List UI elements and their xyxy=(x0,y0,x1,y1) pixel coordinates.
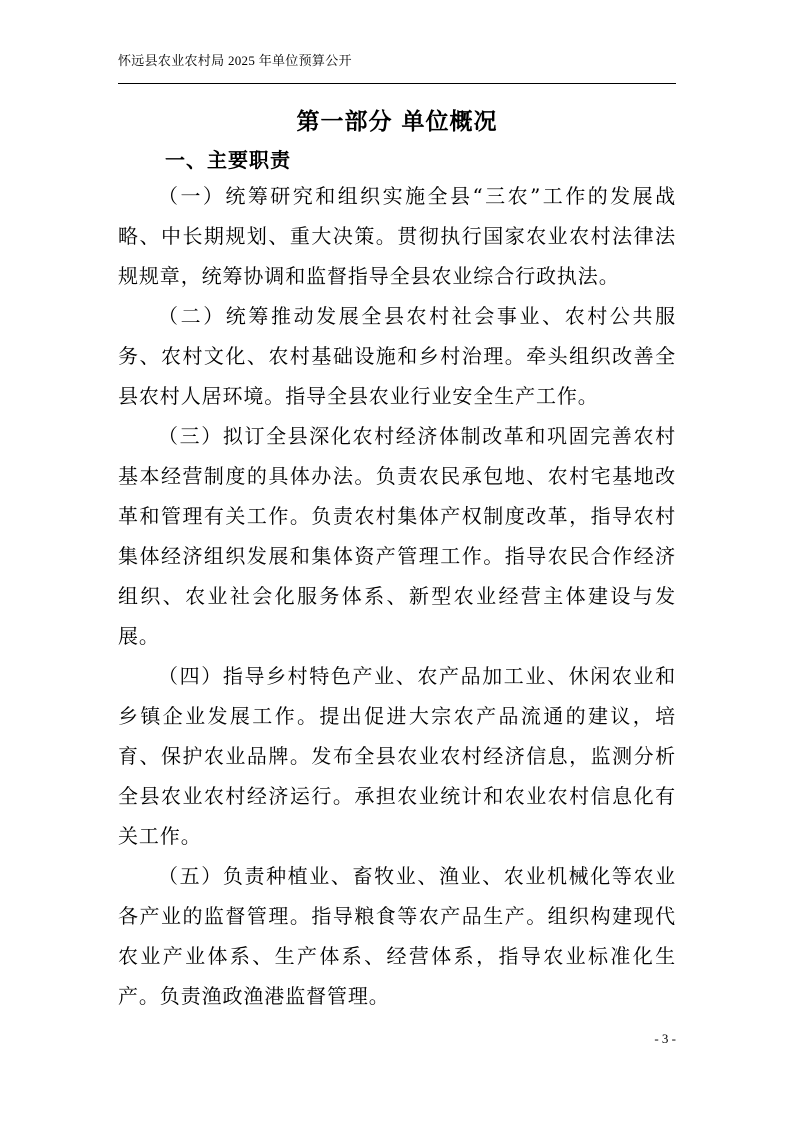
paragraph-1: （一）统筹研究和组织实施全县“三农”工作的发展战略、中长期规划、重大决策。贯彻执行国家农业农村法律法规规章，统筹协调和监督指导全县农业综合行政执法。 xyxy=(118,184,676,288)
page-header: 怀远县农业农村局 2025 年单位预算公开 xyxy=(118,53,352,68)
paragraph-3: （三）拟订全县深化农村经济体制改革和巩固完善农村基本经营制度的具体办法。负责农民承包地、农村宅基地改革和管理有关工作。负责农村集体产权制度改革，指导农村集体经济组织发展和集体资产管理工作。指导农民合作经济组织、农业社会化服务体系、新型农业经营主体建设与发展。 xyxy=(118,424,676,648)
section-heading: 一、主要职责 xyxy=(165,148,291,172)
body-text xyxy=(118,176,676,1016)
part-title: 第一部分 单位概况 xyxy=(296,109,498,135)
paragraph-4: （四）指导乡村特色产业、农产品加工业、休闲农业和乡镇企业发展工作。提出促进大宗农产品流通的建议，培育、保护农业品牌。发布全县农业农村经济信息，监测分析全县农业农村经济运行。承担农业统计和农业农村信息化有关工作。 xyxy=(118,664,676,848)
header-divider xyxy=(118,83,676,84)
paragraph-5: （五）负责种植业、畜牧业、渔业、农业机械化等农业各产业的监督管理。指导粮食等农产品生产。组织构建现代农业产业体系、生产体系、经营体系，指导农业标准化生产。负责渔政渔港监督管理。 xyxy=(118,864,676,1008)
page-number: - 3 - xyxy=(654,1031,676,1046)
paragraph-2: （二）统筹推动发展全县农村社会事业、农村公共服务、农村文化、农村基础设施和乡村治理。牵头组织改善全县农村人居环境。指导全县农业行业安全生产工作。 xyxy=(118,304,676,408)
